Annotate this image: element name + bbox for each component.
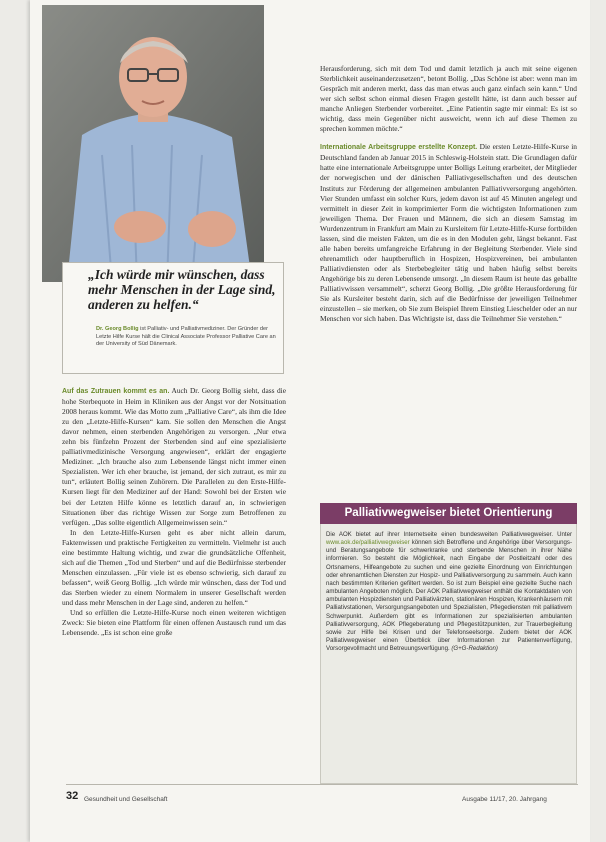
palliativwegweiser-link[interactable]: www.aok.de/palliativwegweiser: [326, 539, 410, 547]
caption-name: Dr. Georg Bollig: [96, 326, 139, 332]
left-lead-heading: Auf das Zutrauen kommt es an.: [62, 388, 170, 395]
page-number: 32: [66, 790, 79, 802]
left-paragraph-1: Auf das Zutrauen kommt es an. Auch Dr. Georg Bollig sieht, dass die hohe Sterbequote in Heim in Kliniken aus der Angst vor der Notsituation 2008 heraus kommt. Wie das Motto zum „Palliative Care“, als ihm die Idee zu den „Letzte-Hilfe-Kursen“ kam. Sie sollen den Menschen die Angst davor nehmen, einen sterbenden Angehörigen zu versorgen. „Nur etwa zehn bis fünfzehn Prozent der Sterbenden sind auf eine spezialisierte palliativmedizinische Versorgung angewiesen“, erklärt der engagierte Mediziner. „Ich brauche also zum Lebensende längst nicht immer einen Spezialisten. Wer ich eher brauche, ist jemand, der sich zutraut, es mir zu tun“, erläutert Bollig seinen Zuhörern. Die Parallelen zu den Erste-Hilfe-Kursen liegt für den Mediziner auf der Hand: Sowohl bei der Ersten wie bei der Letzten Hilfe könne es letztlich darauf an, in schwierigen Situationen über das richtige Wissen zur Sorge zum Betroffenen zu verfügen. „Das sollte eigentlich Allgemeinwissen sein.“: [62, 386, 286, 527]
footer-section: Gesundheit und Gesellschaft: [84, 796, 168, 803]
right-paragraph-1: Herausforderung, sich mit dem Tod und damit letztlich ja auch mit seine eigenen Sterblichkeit auseinanderzusetzen“, betont Bollig. „Das Schöne ist aber: wenn man im Gespräch mit anderen merkt, dass das man etwas auch ganz einfach sein kann.“ Und wer sich selbst schon einmal diesen Fragen gestellt hätte, ist dann auch besser auf manche Anliegen Sterbender vorbereitet. „Eine Patientin sagte mir einmal: Es ist so wichtig, dass mein Gegenüber nicht ausweicht, wenn ich auf diese Themen zu sprechen kommen möchte.“: [320, 64, 577, 134]
speaker-photo: [42, 5, 264, 282]
pull-quote-text: „Ich würde mir wünschen, dass mehr Menschen in der Lage sind, anderen zu helfen.“: [88, 267, 276, 312]
info-box-credit: (G+G-Redaktion): [451, 645, 498, 653]
pull-quote-caption: [96, 326, 282, 349]
right-paragraph-2: Internationale Arbeitsgruppe erstellte Konzept. Die ersten Letzte-Hilfe-Kurse in Deutschland fanden ab Januar 2015 in Schleswig-Holstein statt. Die Grundlagen dafür hatte eine internationale Arbeitsgruppe unter Bolligs Leitung erarbeitet, der Mitglieder der norwegischen und der dänischen Palliativgesellschaften und des deutschen Instituts zur Förderung der allgemeinen ambulanten Palliativversorgung angehörten. Vier Stunden umfasst ein solcher Kurs, jedem davon ist auf 45 Minuten angelegt und vermittelt in dieser Zeit in komprimierter Form die wichtigsten Informationen zum jeweiligen Thema. Der Frauen und Männern, die sich an diesem Samstag im Wurdenzentrum in Frankfurt am Main zu Kursleitern für Letzte-Hilfe-Kurse fortbilden lassen, sind die meisten Fakten, um die es in den Modulen geht, längst bekannt. Fast alle haben bereits umfangreiche Erfahrung in der Begleitung Sterbender. Viele sind ehrenamtlich oder hauptberuflich in Hospizen, Hospizvereinen, bei ambulanten Palliativdiensten oder als Sterbebegleiter tätig und haben häufig selbst bereits Angehörige bis zu deren Lebensende umsorgt. „In diesem Raum ist heute das geballte Palliativwissen versammelt“, scherzt Georg Bollig. „Die größte Herausforderung für Sie als Kursleiter besteht darin, sich auf die Bedürfnisse der jeweiligen Teilnehmer einzustellen – sie merken, ob Sie zum Beispiel Ihrem Einstieg Lieschelder oder an nur Menschen vor sich haben. Das Wichtigste ist, dass die Teilnehmer Sie verstehen.“: [320, 142, 577, 324]
right-lead-heading: Internationale Arbeitsgruppe erstellte Konzept.: [320, 144, 478, 152]
left-text-column: [62, 386, 286, 638]
info-box-text: Die AOK bietet auf ihrer Internetseite einen bundesweiten Palliativwegweiser. Unter www.aok.de/palliativwegweiser können sich Betroffene und Angehörige über Versorgungs- und Beratungsangebote für schwerkranke und sterbende Menschen in ihrer Nähe informieren. So besteht die Möglichkeit, nach Eingabe der Postleitzahl oder des Ortsnamens, Hilfeangebote zu suchen und eine gezielte Einordnung von Einrichtungen oder ehrenamtlichen Diensten zur Hospiz- und Palliativversorgung zu sammeln. Auch kann nach bestimmten Kriterien gefiltert werden. So ist zum Beispiel eine gezielte Suche nach ambulanten Angeboten möglich. Der AOK Palliativwegweiser enthält die Kontaktdaten von ambulanten Hospizdiensten und Palliativärzten, stationären Hospizen, Krankenhäusern mit Palliativstationen, Versorgungsangeboten und Spezialisten, Pflegediensten mit palliativem Schwerpunkt. Außerdem gibt es Informationen zur spezialisierten ambulanten Palliativversorgung, AOK Pflegeberatung und Pflegestützpunkten, zur Trauerbegleitung sowie zur Hilfe bei Krisen und der Telefonseelsorge. Zudem bietet der AOK Palliativwegweiser einen Überblick über Informationen zur Patientenverfügung, Vorsorgevollmacht und Betreuungsverfügung. (G+G-Redaktion): [326, 531, 572, 653]
left-paragraph-3: Und so erfüllen die Letzte-Hilfe-Kurse noch einen weiteren wichtigen Zweck: Sie bieten eine Plattform für einen offenen Austausch rund um das Lebensende. „Es ist schon eine große: [62, 608, 286, 638]
info-box-title: Palliativwegweiser bietet Orientierung: [320, 503, 577, 524]
right-text-column: [320, 64, 577, 324]
footer-issue: Ausgabe 11/17, 20. Jahrgang: [462, 796, 547, 803]
caption-text: ist Palliativ- und Palliativmediziner. Der Gründer der Letzte Hilfe Kurse hält die Clinical Associate Professor Palliative Care an der University of Süd Dänemark.: [96, 326, 276, 348]
left-paragraph-2: In den Letzte-Hilfe-Kursen geht es aber nicht allein darum, Faktenwissen und praktische Fertigkeiten zu vermitteln. Vielmehr ist auch eine bestimmte Haltung wichtig, und zwar die grundsätzliche Offenheit, sich auf die Themen „Tod und Sterben“ und auf die Bedürfnisse sterbender Menschen einzulassen. „Für viele ist es ebenso schwierig, sich darauf zu befassen“, weiß Georg Bollig. „Ich würde mir wünschen, dass der Tod und das Sterben wieder zu einem Normalem in unserer Gesellschaft werden und dass mehr Menschen in der Lage sind, anderen zu helfen.“: [62, 527, 286, 607]
speaker-illustration: [42, 5, 264, 282]
footer-rule: [66, 784, 578, 785]
